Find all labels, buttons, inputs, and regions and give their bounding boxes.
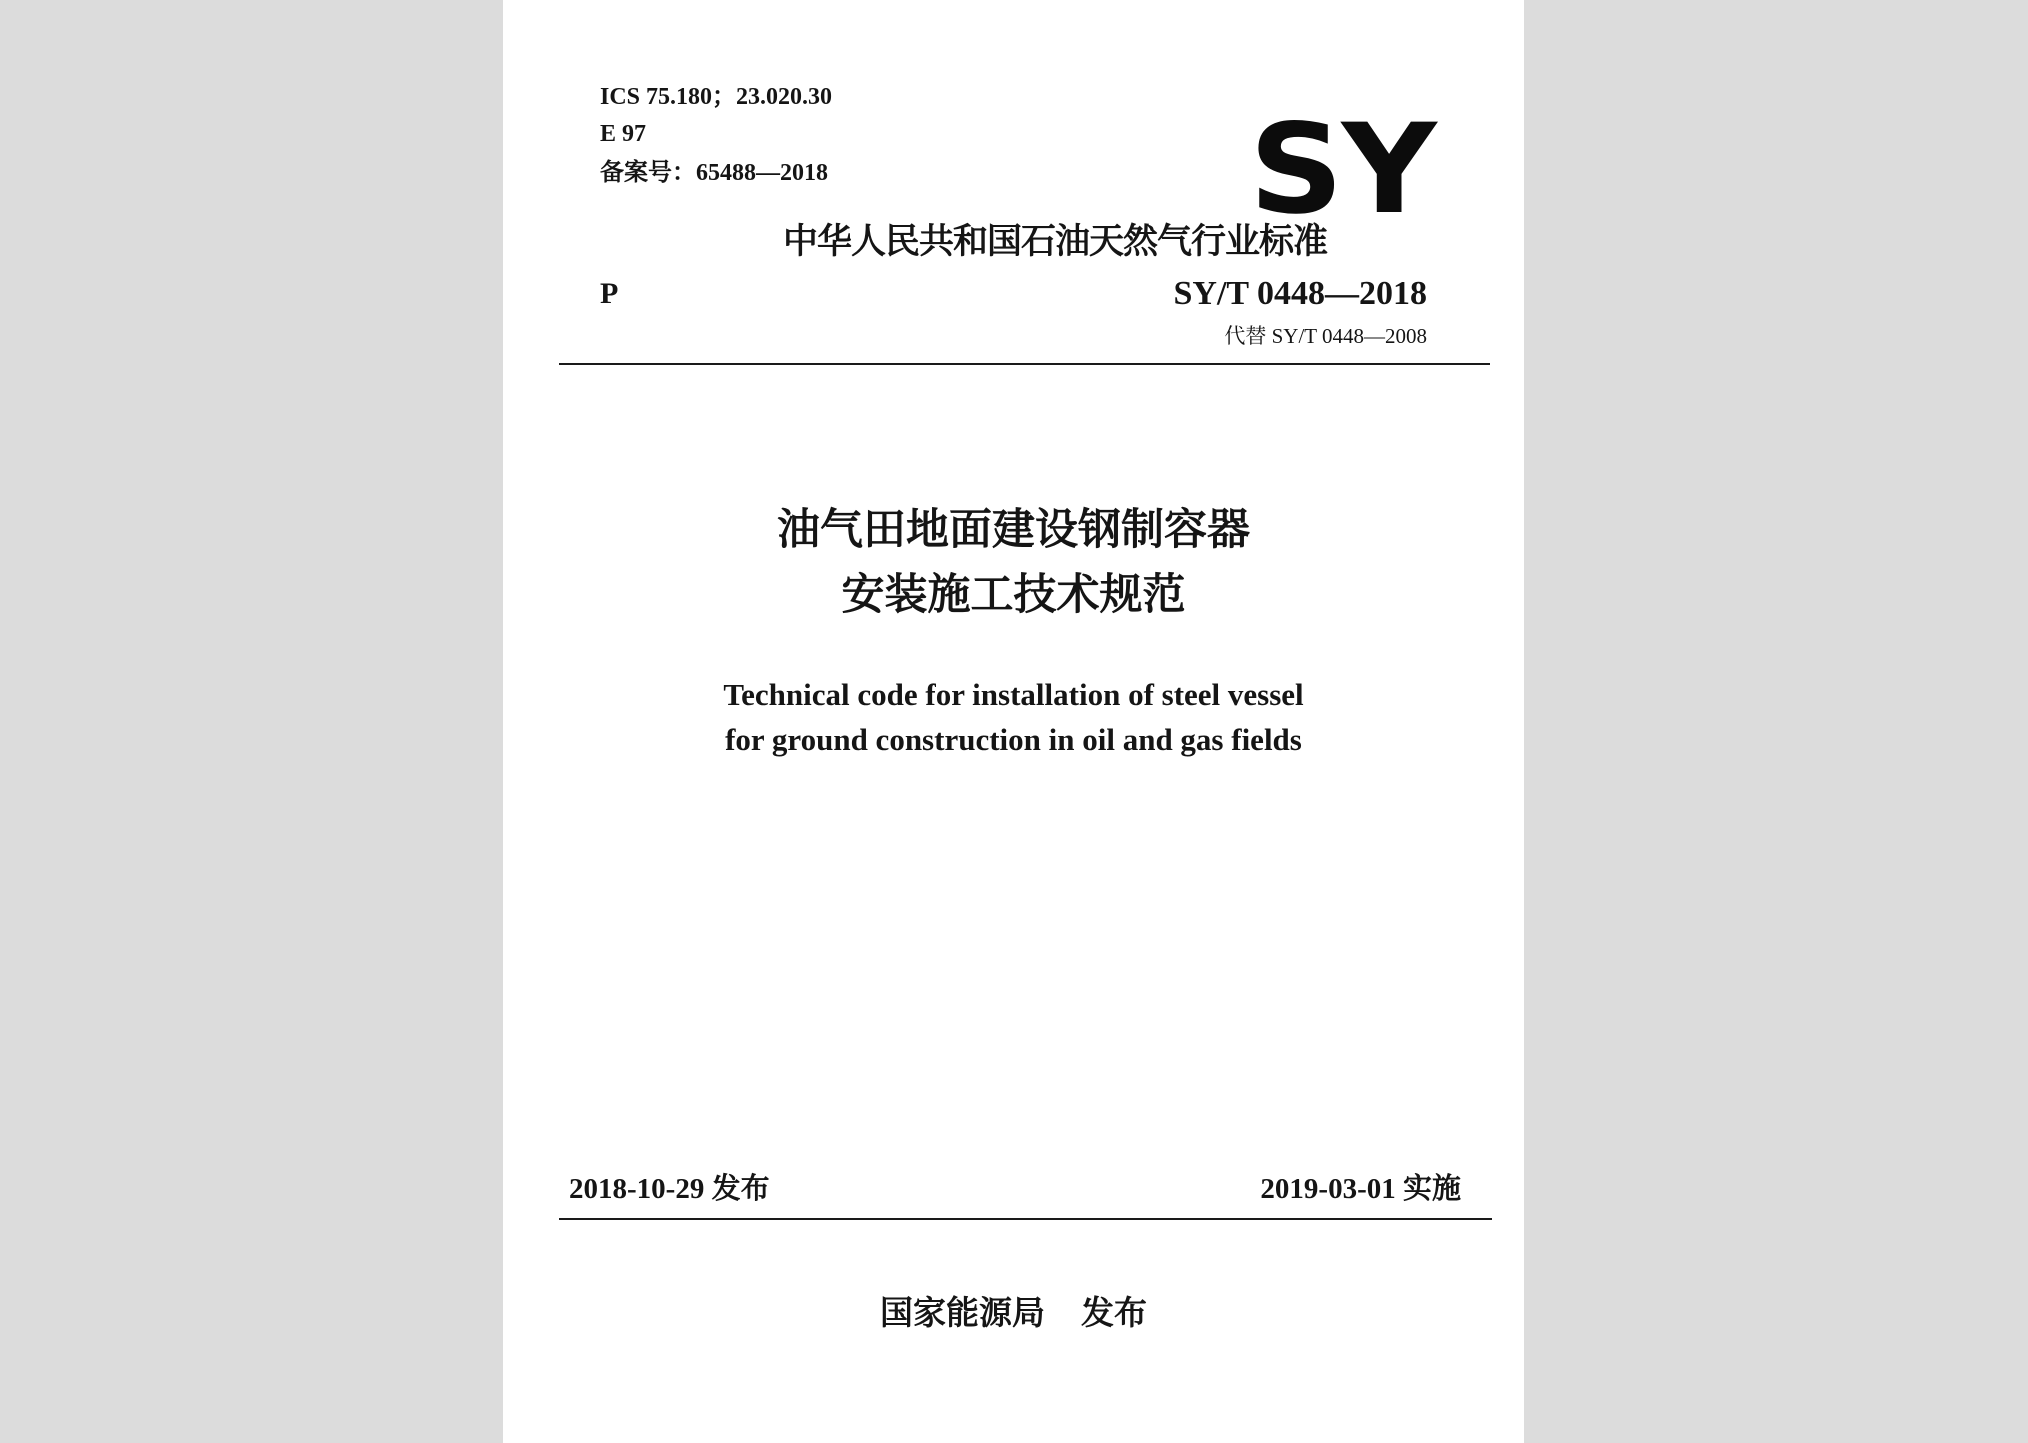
- industry-standard-title: 中华人民共和国石油天然气行业标准: [783, 222, 1328, 262]
- standard-number: SY/T 0448—2018: [1173, 275, 1427, 312]
- publisher-name: 国家能源局: [880, 1293, 1045, 1332]
- issue-date: 2018-10-29 发布: [569, 1173, 770, 1205]
- english-title-line-1: Technical code for installation of steel vessel: [723, 677, 1304, 712]
- ics-code: ICS 75.180；23.020.30: [600, 84, 833, 110]
- publisher: [503, 1290, 1524, 1336]
- publisher-action: 发布: [1081, 1293, 1147, 1332]
- implementation-date: 2019-03-01 实施: [1260, 1173, 1461, 1205]
- record-number: 备案号：65488—2018: [600, 160, 828, 186]
- category-letter: P: [600, 277, 619, 310]
- chinese-title-line-1: 油气田地面建设钢制容器: [777, 505, 1250, 555]
- chinese-title-line-2: 安装施工技术规范: [841, 570, 1186, 620]
- replaces-standard: 代替 SY/T 0448—2008: [1224, 324, 1427, 348]
- english-title-line-2: for ground construction in oil and gas fields: [725, 722, 1302, 757]
- sy-logo: SY: [1249, 98, 1435, 242]
- document-page: [503, 0, 1524, 1443]
- footer-divider: [559, 1218, 1492, 1220]
- classification-code: E 97: [600, 121, 647, 147]
- header-divider: [559, 363, 1490, 365]
